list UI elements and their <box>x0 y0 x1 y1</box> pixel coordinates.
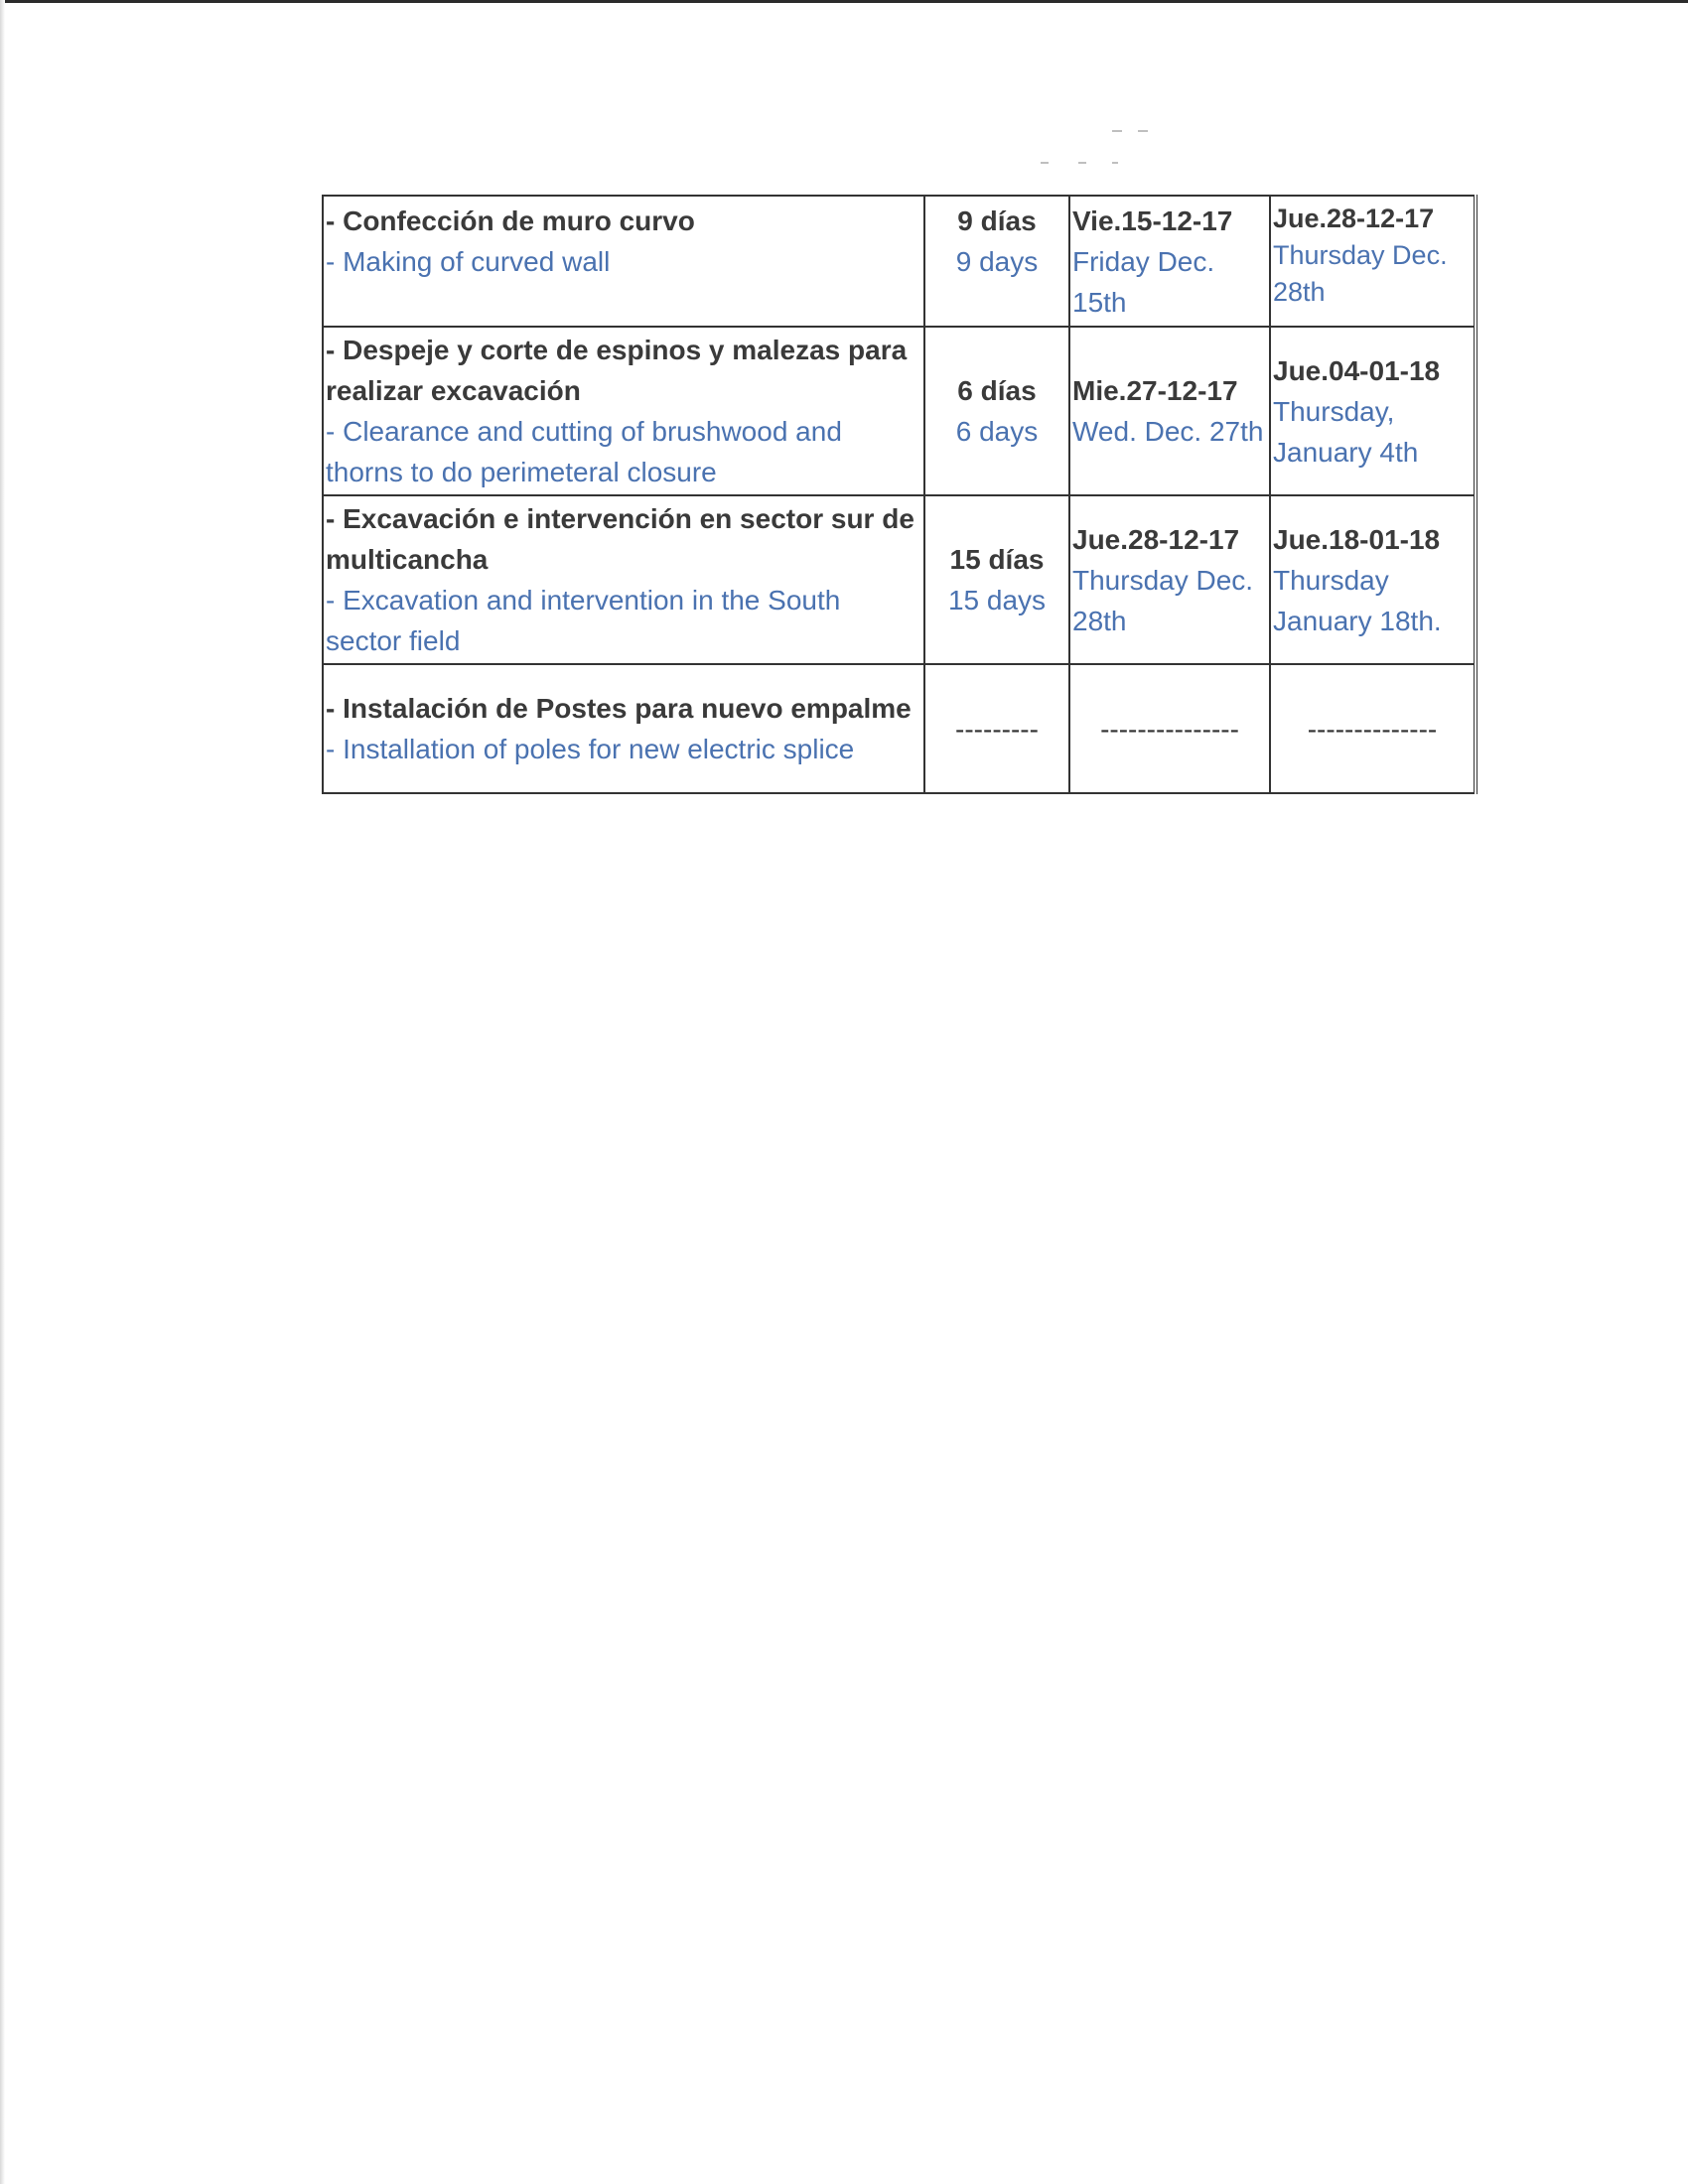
duration-english: 6 days <box>955 416 1039 447</box>
table-row <box>323 664 1476 793</box>
duration-spanish: 6 días <box>957 375 1037 406</box>
task-english: - Making of curved wall <box>326 246 611 277</box>
start-date-spanish: Mie.27-12-17 <box>1072 375 1238 406</box>
end-date-spanish: Jue.18-01-18 <box>1273 523 1441 555</box>
duration-cell <box>924 327 1069 495</box>
task-cell <box>323 196 924 327</box>
start-date-spanish: Vie.15-12-17 <box>1072 205 1233 236</box>
start-date-cell <box>1069 495 1270 664</box>
start-date-cell <box>1069 196 1270 327</box>
scan-speck <box>1041 162 1049 164</box>
duration-placeholder: --------- <box>955 713 1039 745</box>
start-date-cell <box>1069 327 1270 495</box>
scan-shadow <box>0 0 5 2184</box>
task-english: - Installation of poles for new electric splice <box>326 734 855 764</box>
start-date-spanish: Jue.28-12-17 <box>1072 523 1240 555</box>
end-date-cell <box>1270 664 1476 793</box>
end-date-cell <box>1270 196 1476 327</box>
end-date-spanish: Jue.04-01-18 <box>1273 354 1441 386</box>
table-row <box>323 327 1476 495</box>
start-date-english: Thursday Dec. 28th <box>1072 564 1254 636</box>
end-date-english: Thursday Dec. 28th <box>1273 240 1448 307</box>
end-date-english: Thursday January 18th. <box>1273 564 1442 636</box>
start-date-english: Friday Dec. 15th <box>1072 246 1215 318</box>
duration-cell <box>924 495 1069 664</box>
start-date-english: Wed. Dec. 27th <box>1072 416 1264 447</box>
scan-speck <box>1112 162 1118 164</box>
duration-cell <box>924 664 1069 793</box>
scan-speck <box>1112 130 1122 132</box>
task-english: - Excavation and intervention in the South sector field <box>326 585 841 656</box>
end-date-spanish: Jue.28-12-17 <box>1273 204 1435 233</box>
end-date-cell <box>1270 495 1476 664</box>
scan-edge <box>0 0 1688 3</box>
end-date-english: Thursday, January 4th <box>1273 395 1419 468</box>
table-row <box>323 196 1476 327</box>
scan-speck <box>1078 162 1086 164</box>
duration-spanish: 9 días <box>957 205 1037 236</box>
task-cell <box>323 495 924 664</box>
table-row <box>323 495 1476 664</box>
task-spanish: - Instalación de Postes para nuevo empalme <box>326 693 912 724</box>
task-spanish: - Confección de muro curvo <box>326 205 695 236</box>
work-schedule-table <box>322 195 1477 794</box>
scan-speck <box>1138 130 1148 132</box>
task-cell <box>323 664 924 793</box>
task-english: - Clearance and cutting of brushwood and thorns to do perimeteral closure <box>326 416 842 487</box>
end-date-placeholder: -------------- <box>1307 713 1438 745</box>
task-spanish: - Excavación e intervención en sector sur de multicancha <box>326 503 914 575</box>
start-date-placeholder: --------------- <box>1100 713 1239 745</box>
duration-english: 15 days <box>947 585 1047 615</box>
start-date-cell <box>1069 664 1270 793</box>
task-cell <box>323 327 924 495</box>
duration-english: 9 days <box>955 246 1039 277</box>
duration-spanish: 15 días <box>949 544 1045 575</box>
task-spanish: - Despeje y corte de espinos y malezas para realizar excavación <box>326 335 908 406</box>
end-date-cell <box>1270 327 1476 495</box>
duration-cell <box>924 196 1069 327</box>
